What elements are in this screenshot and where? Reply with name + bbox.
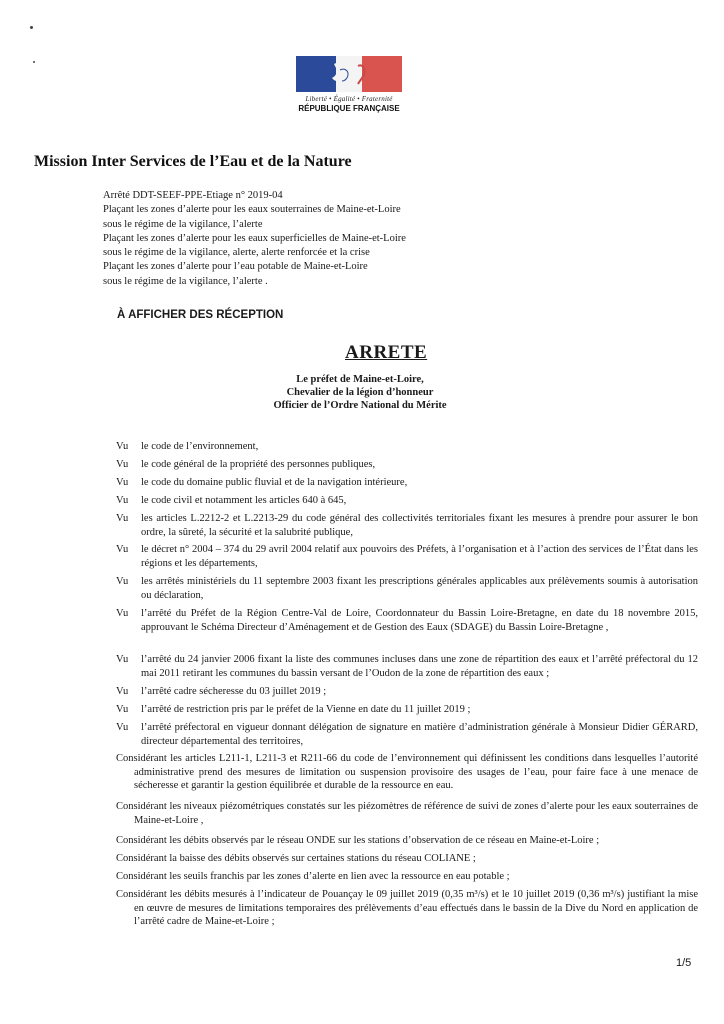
prefet-line: Officier de l’Ordre National du Mérite — [273, 400, 447, 411]
reference-line: Plaçant les zones d’alerte pour les eaux souterraines de Maine-et-Loire — [103, 204, 401, 216]
considerant-text: Considérant les débits mesurés à l’indicateur de Pouançay le 09 juillet 2019 (0,35 m³/s) et le 10 juillet 2019 (0,36 m³/s) justifiant la mise en œuvre de mesures de limitations temporaires des prélèvements d’eau effectués dans le bassin de la Dive du Nord en application de l’arrêté cadre de Maine-et-Loire ; — [116, 889, 698, 928]
reference-line: Arrêté DDT-SEEF-PPE-Etiage n° 2019-04 — [103, 190, 283, 201]
marianne-emblem — [296, 56, 402, 92]
vu-clause — [116, 721, 698, 748]
vu-text: l’arrêté cadre sécheresse du 03 juillet 2019 ; — [141, 686, 327, 697]
vu-clause — [116, 607, 698, 634]
vu-text: les articles L.2212-2 et L.2213-29 du code général des collectivités territoriales fixant les mesures à prendre pour assurer le bon ordre, la sûreté, la sécurité et la salubrité publique, — [141, 513, 698, 538]
vu-label: Vu — [116, 576, 129, 587]
vu-text: les arrêtés ministériels du 11 septembre 2003 fixant les prescriptions générales applicables aux prélèvements soumis à autorisation ou déclaration, — [141, 576, 698, 601]
scan-speck — [30, 26, 33, 29]
republique-francaise-logo — [294, 56, 404, 113]
vu-label: Vu — [116, 544, 129, 555]
considerant-clause — [116, 800, 698, 827]
reference-line: Plaçant les zones d’alerte pour l’eau potable de Maine-et-Loire — [103, 261, 368, 273]
vu-clause — [116, 440, 698, 454]
vu-text: l’arrêté du Préfet de la Région Centre-Val de Loire, Coordonnateur du Bassin Loire-Bretagne, en date du 18 novembre 2015, approuvant le Schéma Directeur d’Aménagement et de Gestion des Eaux (SDAGE) du Bassin Loire-Bretagne , — [141, 608, 698, 633]
reference-line: sous le régime de la vigilance, alerte, alerte renforcée et la crise — [103, 247, 370, 259]
vu-label: Vu — [116, 459, 129, 470]
mission-title: Mission Inter Services de l’Eau et de la Nature — [34, 153, 352, 170]
vu-label: Vu — [116, 495, 129, 506]
republique-francaise-label: RÉPUBLIQUE FRANÇAISE — [298, 104, 400, 113]
vu-label: Vu — [116, 441, 129, 452]
vu-text: l’arrêté de restriction pris par le préfet de la Vienne en date du 11 juillet 2019 ; — [141, 704, 471, 715]
vu-clause — [116, 494, 698, 508]
considerant-clause — [116, 852, 698, 866]
arrete-reference — [103, 189, 406, 289]
vu-label: Vu — [116, 704, 129, 715]
scan-speck — [33, 61, 35, 63]
considerant-clause — [116, 870, 698, 884]
page-number: 1/5 — [676, 957, 692, 969]
vu-clause — [116, 653, 698, 680]
vu-text: le code civil et notamment les articles 640 à 645, — [141, 495, 347, 506]
reference-line: sous le régime de la vigilance, l’alerte . — [103, 275, 268, 287]
considerant-text: Considérant les débits observés par le réseau ONDE sur les stations d’observation de ce réseau en Maine-et-Loire ; — [116, 835, 600, 846]
vu-label: Vu — [116, 654, 129, 665]
vu-text: l’arrêté du 24 janvier 2006 fixant la liste des communes incluses dans une zone de répartition des eaux et l’arrêté préfectoral du 12 mai 2011 retirant les communes du bassin versant de l’Oudon de la zone de répartition des eaux ; — [141, 654, 698, 679]
considerant-text: Considérant la baisse des débits observés sur certaines stations du réseau COLIANE ; — [116, 853, 476, 864]
vu-clause — [116, 703, 698, 717]
vu-label: Vu — [116, 477, 129, 488]
vu-label: Vu — [116, 513, 129, 524]
reference-line: Plaçant les zones d’alerte pour les eaux superficielles de Maine-et-Loire — [103, 232, 406, 244]
considerant-text: Considérant les articles L211-1, L211-3 et R211-66 du code de l’environnement qui définissent les conditions dans lesquelles l’autorité administrative prend des mesures de limitation ou suspension provisoire des usages de l’eau, pour faire face à une menace de sécheresse et garantir la gestion équilibrée et durable de la ressource en eau. — [116, 753, 698, 792]
considerant-clause — [116, 834, 698, 848]
vu-text: le décret n° 2004 – 374 du 29 avril 2004 relatif aux pouvoirs des Préfets, à l’organisation et à l’action des services de l’État dans les régions et les départements, — [141, 544, 698, 569]
vu-text: le code général de la propriété des personnes publiques, — [141, 459, 376, 470]
reference-line: sous le régime de la vigilance, l’alerte — [103, 218, 263, 230]
vu-label: Vu — [116, 686, 129, 697]
vu-clause — [116, 458, 698, 472]
vu-text: le code du domaine public fluvial et de la navigation intérieure, — [141, 477, 408, 488]
vu-text: l’arrêté préfectoral en vigueur donnant délégation de signature en matière d’administration générale à Monsieur Didier GÉRARD, directeur départemental des territoires, — [141, 722, 698, 747]
prefet-block — [250, 373, 470, 412]
vu-label: Vu — [116, 608, 129, 619]
vu-text: le code de l’environnement, — [141, 441, 259, 452]
considerant-text: Considérant les niveaux piézométriques constatés sur les piézomètres de référence de suivi de zones d’alerte pour les eaux souterraines de Maine-et-Loire , — [116, 801, 698, 826]
display-notice: À AFFICHER DES RÉCEPTION — [117, 309, 284, 321]
vu-clause — [116, 476, 698, 490]
motto: Liberté • Égalité • Fraternité — [305, 95, 393, 103]
vu-clause — [116, 575, 698, 602]
vu-clause — [116, 543, 698, 570]
prefet-line: Le préfet de Maine-et-Loire, — [296, 374, 424, 385]
considerant-text: Considérant les seuils franchis par les zones d’alerte en lien avec la ressource en eau potable ; — [116, 871, 510, 882]
prefet-line: Chevalier de la légion d’honneur — [286, 387, 434, 398]
document-title: ARRETE — [345, 342, 428, 363]
considerant-clause — [116, 888, 698, 929]
considerant-clause — [116, 752, 698, 793]
vu-clause — [116, 512, 698, 539]
vu-clause — [116, 685, 698, 699]
vu-label: Vu — [116, 722, 129, 733]
